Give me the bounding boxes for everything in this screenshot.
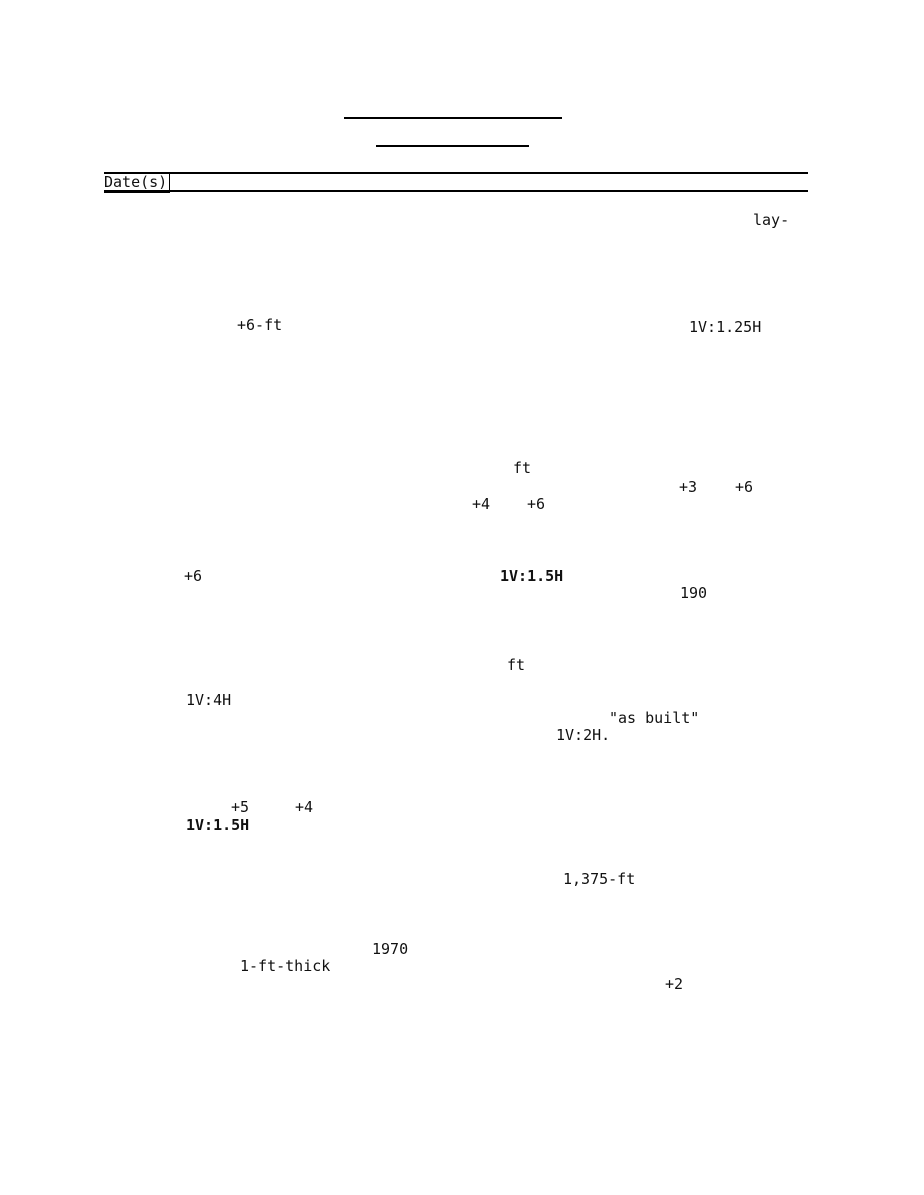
table-top-rule: [104, 172, 808, 174]
date-column-header: [104, 174, 170, 193]
fragment-slope-1v-1-5h: 1V:1.5H: [500, 567, 564, 585]
fragment-plus6ft: +6-ft: [237, 316, 283, 334]
fragment-slope-1v-1-25h: 1V:1.25H: [689, 318, 762, 336]
fragment-ft: ft: [513, 459, 532, 477]
date-label: Date(s): [104, 173, 168, 191]
fragment-length-1375ft: 1,375-ft: [563, 870, 636, 888]
fragment-plus4: +4: [295, 798, 314, 816]
fragment-plus4: +4: [472, 495, 491, 513]
fragment-plus6: +6: [527, 495, 546, 513]
subtitle-underline: [376, 145, 529, 147]
fragment-plus6: +6: [735, 478, 754, 496]
fragment-ft: ft: [507, 656, 526, 674]
fragment-lay: lay-: [753, 211, 790, 229]
fragment-slope-1v-1-5h: 1V:1.5H: [186, 816, 250, 834]
fragment-plus5: +5: [231, 798, 250, 816]
fragment-plus6: +6: [184, 567, 203, 585]
fragment-as-built: "as built": [609, 709, 700, 727]
fragment-slope-1v-4h: 1V:4H: [186, 691, 232, 709]
fragment-slope-1v-2h: 1V:2H.: [556, 726, 611, 744]
table-header-rule: [104, 190, 808, 192]
fragment-plus3: +3: [679, 478, 698, 496]
fragment-190: 190: [680, 584, 708, 602]
title-underline: [344, 117, 562, 119]
fragment-1ft-thick: 1-ft-thick: [240, 957, 331, 975]
fragment-year-1970: 1970: [372, 940, 409, 958]
fragment-plus2: +2: [665, 975, 684, 993]
